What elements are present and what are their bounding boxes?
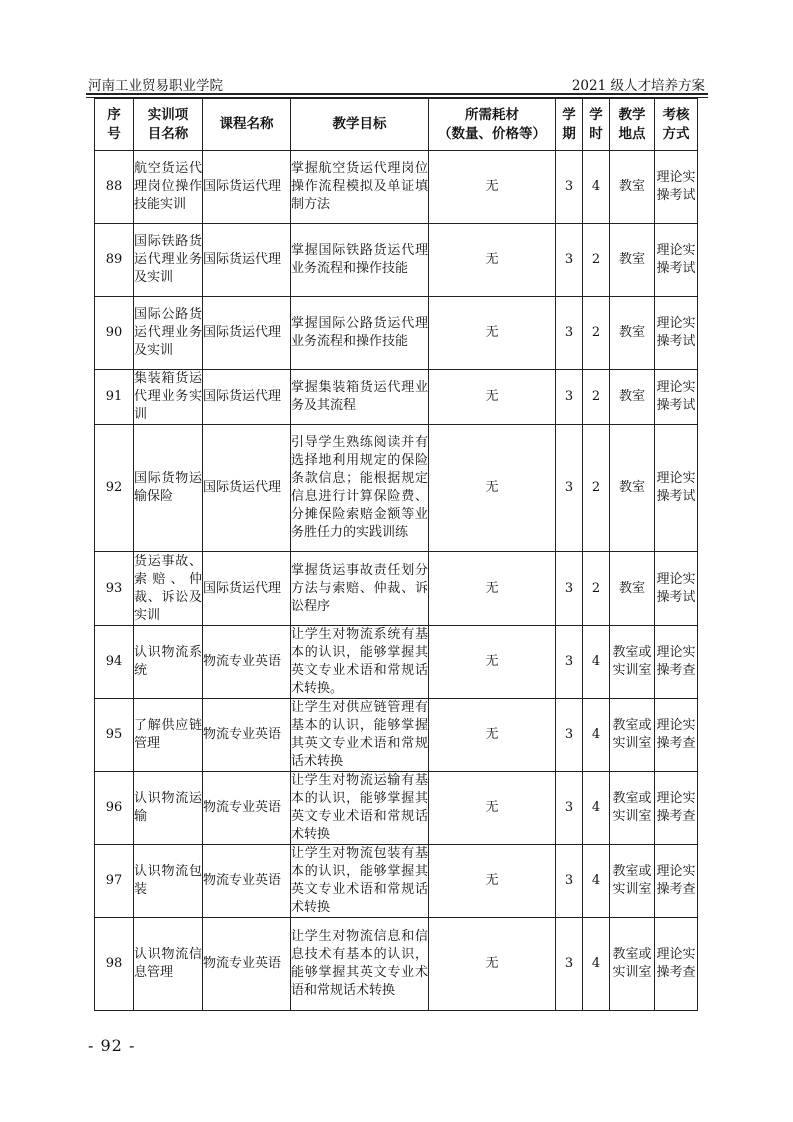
table-row <box>95 918 698 1011</box>
cell-no: 98 <box>95 918 134 1011</box>
cell-course: 物流专业英语 <box>203 918 291 1011</box>
header-rule-thick <box>86 93 708 95</box>
cell-term: 3 <box>556 370 583 425</box>
table-row <box>95 425 698 552</box>
cell-no: 96 <box>95 772 134 845</box>
cell-course: 国际货运代理 <box>203 552 291 626</box>
cell-hours: 4 <box>583 699 610 772</box>
cell-course: 国际货运代理 <box>203 224 291 297</box>
cell-term: 3 <box>556 626 583 699</box>
cell-exam: 理论实操考试 <box>655 370 698 425</box>
cell-hours: 2 <box>583 425 610 552</box>
cell-course: 物流专业英语 <box>203 626 291 699</box>
cell-place: 教室或实训室 <box>610 918 655 1011</box>
cell-goal: 引导学生熟练阅读并有选择地利用规定的保险条款信息；能根据规定信息进行计算保险费、分摊保险索赔金额等业务胜任力的实践训练 <box>291 425 429 552</box>
cell-no: 88 <box>95 151 134 224</box>
cell-place: 教室 <box>610 370 655 425</box>
cell-exam: 理论实操考查 <box>655 845 698 918</box>
header-school-name: 河南工业贸易职业学院 <box>88 78 223 94</box>
table-row <box>95 699 698 772</box>
cell-goal: 让学生对物流系统有基本的认识，能够掌握其英文专业术语和常规话术转换。 <box>291 626 429 699</box>
cell-material: 无 <box>429 370 556 425</box>
table-row <box>95 151 698 224</box>
cell-exam: 理论实操考查 <box>655 626 698 699</box>
cell-project: 了解供应链管理 <box>134 699 203 772</box>
cell-hours: 4 <box>583 918 610 1011</box>
training-table <box>94 98 698 1011</box>
cell-term: 3 <box>556 151 583 224</box>
cell-course: 国际货运代理 <box>203 151 291 224</box>
cell-hours: 4 <box>583 626 610 699</box>
header-cell-goal: 教学目标 <box>291 99 429 151</box>
cell-no: 94 <box>95 626 134 699</box>
cell-project: 国际货物运输保险 <box>134 425 203 552</box>
cell-term: 3 <box>556 552 583 626</box>
cell-goal: 掌握货运事故责任划分方法与索赔、仲裁、诉讼程序 <box>291 552 429 626</box>
cell-project: 货运事故、索赔、仲裁、诉讼及实训 <box>134 552 203 626</box>
cell-no: 97 <box>95 845 134 918</box>
header-cell-hours: 学 时 <box>583 99 610 151</box>
cell-project: 国际铁路货运代理业务及实训 <box>134 224 203 297</box>
cell-no: 90 <box>95 297 134 370</box>
cell-place: 教室 <box>610 552 655 626</box>
cell-no: 93 <box>95 552 134 626</box>
cell-project: 集装箱货运代理业务实训 <box>134 370 203 425</box>
cell-goal: 掌握国际铁路货运代理业务流程和操作技能 <box>291 224 429 297</box>
cell-term: 3 <box>556 224 583 297</box>
page-number: - 92 - <box>88 1036 136 1055</box>
cell-goal: 掌握集装箱货运代理业务及其流程 <box>291 370 429 425</box>
header-cell-exam: 考核 方式 <box>655 99 698 151</box>
header-cell-no: 序 号 <box>95 99 134 151</box>
table-row <box>95 626 698 699</box>
cell-course: 物流专业英语 <box>203 772 291 845</box>
table-row <box>95 845 698 918</box>
cell-place: 教室 <box>610 151 655 224</box>
cell-place: 教室 <box>610 224 655 297</box>
cell-course: 国际货运代理 <box>203 425 291 552</box>
cell-hours: 4 <box>583 845 610 918</box>
header-cell-term: 学 期 <box>556 99 583 151</box>
cell-project: 认识物流信息管理 <box>134 918 203 1011</box>
cell-exam: 理论实操考试 <box>655 425 698 552</box>
cell-hours: 2 <box>583 370 610 425</box>
cell-no: 95 <box>95 699 134 772</box>
table-row <box>95 552 698 626</box>
cell-goal: 让学生对供应链管理有基本的认识，能够掌握其英文专业术语和常规话术转换 <box>291 699 429 772</box>
cell-exam: 理论实操考查 <box>655 772 698 845</box>
cell-hours: 4 <box>583 772 610 845</box>
cell-term: 3 <box>556 699 583 772</box>
cell-course: 国际货运代理 <box>203 297 291 370</box>
cell-term: 3 <box>556 845 583 918</box>
cell-project: 认识物流运输 <box>134 772 203 845</box>
cell-term: 3 <box>556 297 583 370</box>
cell-project: 认识物流系统 <box>134 626 203 699</box>
cell-hours: 2 <box>583 297 610 370</box>
header-cell-course: 课程名称 <box>203 99 291 151</box>
cell-place: 教室或实训室 <box>610 626 655 699</box>
header-cell-material: 所需耗材 （数量、价格等） <box>429 99 556 151</box>
cell-project: 国际公路货运代理业务及实训 <box>134 297 203 370</box>
cell-course: 物流专业英语 <box>203 845 291 918</box>
cell-term: 3 <box>556 425 583 552</box>
cell-project: 航空货运代理岗位操作技能实训 <box>134 151 203 224</box>
cell-material: 无 <box>429 151 556 224</box>
cell-material: 无 <box>429 699 556 772</box>
cell-place: 教室或实训室 <box>610 772 655 845</box>
cell-material: 无 <box>429 918 556 1011</box>
cell-exam: 理论实操考试 <box>655 552 698 626</box>
cell-course: 物流专业英语 <box>203 699 291 772</box>
header-document-title: 2021 级人才培养方案 <box>571 78 705 94</box>
table-row <box>95 224 698 297</box>
cell-exam: 理论实操考查 <box>655 918 698 1011</box>
cell-material: 无 <box>429 772 556 845</box>
cell-no: 91 <box>95 370 134 425</box>
cell-material: 无 <box>429 224 556 297</box>
table-row <box>95 370 698 425</box>
cell-material: 无 <box>429 425 556 552</box>
page-header <box>88 74 705 94</box>
cell-hours: 2 <box>583 224 610 297</box>
cell-goal: 让学生对物流信息和信息技术有基本的认识，能够掌握其英文专业术语和常规话术转换 <box>291 918 429 1011</box>
cell-material: 无 <box>429 626 556 699</box>
cell-exam: 理论实操考试 <box>655 224 698 297</box>
cell-exam: 理论实操考试 <box>655 297 698 370</box>
cell-goal: 让学生对物流包装有基本的认识，能够掌握其英文专业术语和常规话术转换 <box>291 845 429 918</box>
cell-no: 92 <box>95 425 134 552</box>
cell-place: 教室或实训室 <box>610 699 655 772</box>
header-cell-project: 实训项 目名称 <box>134 99 203 151</box>
cell-hours: 2 <box>583 552 610 626</box>
cell-no: 89 <box>95 224 134 297</box>
cell-material: 无 <box>429 297 556 370</box>
cell-material: 无 <box>429 552 556 626</box>
cell-goal: 让学生对物流运输有基本的认识，能够掌握其英文专业术语和常规话术转换 <box>291 772 429 845</box>
cell-goal: 掌握国际公路货运代理业务流程和操作技能 <box>291 297 429 370</box>
cell-hours: 4 <box>583 151 610 224</box>
table-header-row <box>95 99 698 151</box>
cell-exam: 理论实操考查 <box>655 699 698 772</box>
cell-course: 国际货运代理 <box>203 370 291 425</box>
table-row <box>95 297 698 370</box>
cell-material: 无 <box>429 845 556 918</box>
cell-term: 3 <box>556 918 583 1011</box>
table-row <box>95 772 698 845</box>
header-cell-place: 教学 地点 <box>610 99 655 151</box>
cell-place: 教室 <box>610 425 655 552</box>
cell-place: 教室或实训室 <box>610 845 655 918</box>
cell-place: 教室 <box>610 297 655 370</box>
cell-project: 认识物流包装 <box>134 845 203 918</box>
cell-goal: 掌握航空货运代理岗位操作流程模拟及单证填制方法 <box>291 151 429 224</box>
cell-term: 3 <box>556 772 583 845</box>
cell-exam: 理论实操考试 <box>655 151 698 224</box>
